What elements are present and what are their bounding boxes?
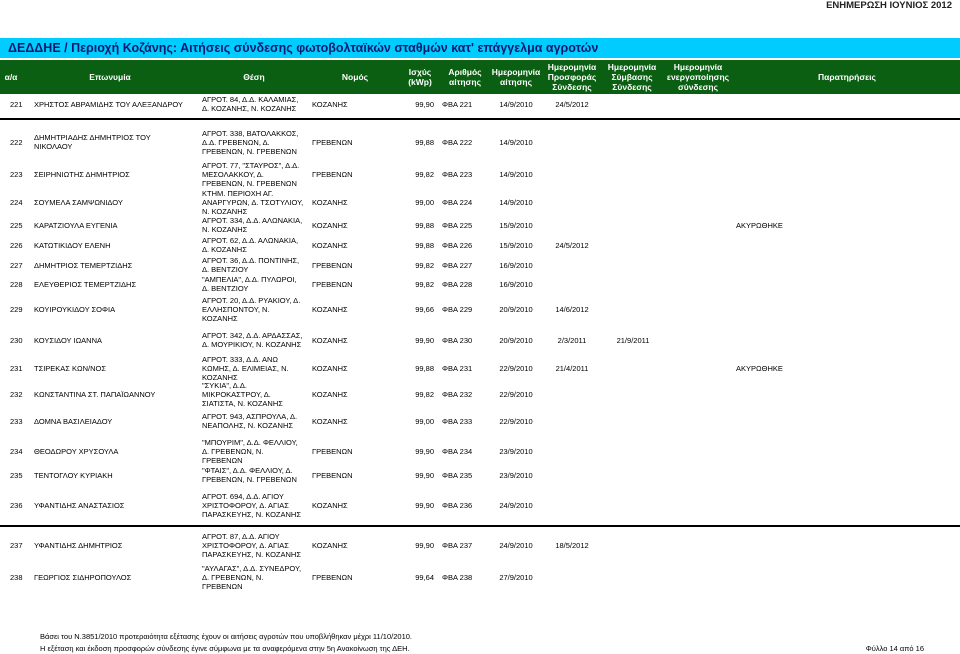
row-contract-date: 21/9/2011 xyxy=(616,336,650,345)
row-app-date: 14/9/2010 xyxy=(499,198,533,207)
row-app-date: 16/9/2010 xyxy=(499,280,533,289)
row-location: "ΣΥΚΙΑ", Δ.Δ. ΜΙΚΡΟΚΑΣΤΡΟΥ, Δ. ΣΙΑΤΙΣΤΑ, Ν. ΚΟΖΑΝΗΣ xyxy=(202,381,283,408)
row-location: ΑΓΡΟΤ. 334, Δ.Δ. ΑΛΩΝΑΚΙΑ, Ν. ΚΟΖΑΝΗΣ xyxy=(202,216,303,234)
row-power: 99,82 xyxy=(415,170,434,179)
footer-note-2: Η εξέταση και έκδοση προσφορών σύνδεσης έγινε σύμφωνα με τα αναφερόμενα στην 5η Ανακοίνωση της ΔΕΗ. xyxy=(40,644,410,653)
row-aa: 233 xyxy=(10,417,23,426)
row-power: 99,00 xyxy=(415,417,434,426)
row-offer-date: 2/3/2011 xyxy=(557,336,587,345)
row-app-no: ΦΒΑ 230 xyxy=(442,336,473,345)
row-notes: ΑΚΥΡΩΘΗΚΕ xyxy=(736,221,783,230)
row-power: 99,90 xyxy=(415,541,434,550)
row-app-no: ΦΒΑ 222 xyxy=(442,138,473,147)
row-power: 99,90 xyxy=(415,100,434,109)
row-location: ΑΓΡΟΤ. 694, Δ.Δ. ΑΓΙΟΥ ΧΡΙΣΤΟΦΟΡΟΥ, Δ. ΑΓΙΑΣ ΠΑΡΑΣΚΕΥΗΣ, Ν. ΚΟΖΑΝΗΣ xyxy=(202,492,301,519)
row-prefecture: ΓΡΕΒΕΝΩΝ xyxy=(312,573,353,582)
row-offer-date: 18/5/2012 xyxy=(555,541,589,550)
row-power: 99,82 xyxy=(415,390,434,399)
row-power: 99,90 xyxy=(415,336,434,345)
row-aa: 235 xyxy=(10,471,23,480)
col-notes: Παρατηρήσεις xyxy=(818,72,876,82)
row-location: "ΜΠΟΥΡΙΜ", Δ.Δ. ΦΕΛΛΙΟΥ, Δ. ΓΡΕΒΕΝΩΝ, Ν. ΓΡΕΒΕΝΩΝ xyxy=(202,438,298,465)
row-prefecture: ΚΟΖΑΝΗΣ xyxy=(312,364,348,373)
row-power: 99,82 xyxy=(415,261,434,270)
col-aa: α/α xyxy=(4,72,18,82)
row-power: 99,90 xyxy=(415,471,434,480)
row-power: 99,88 xyxy=(415,221,434,230)
row-aa: 224 xyxy=(10,198,23,207)
row-aa: 232 xyxy=(10,390,23,399)
row-power: 99,88 xyxy=(415,138,434,147)
row-power: 99,64 xyxy=(415,573,434,582)
row-power: 99,88 xyxy=(415,364,434,373)
row-aa: 221 xyxy=(10,100,23,109)
row-offer-date: 21/4/2011 xyxy=(555,364,589,373)
row-aa: 228 xyxy=(10,280,23,289)
row-app-no: ΦΒΑ 231 xyxy=(442,364,473,373)
row-app-date: 24/9/2010 xyxy=(499,501,533,510)
row-prefecture: ΚΟΖΑΝΗΣ xyxy=(312,417,348,426)
row-company: ΚΑΤΩΤΙΚΙΔΟΥ ΕΛΕΝΗ xyxy=(34,241,111,250)
row-app-date: 23/9/2010 xyxy=(499,471,533,480)
row-prefecture: ΚΟΖΑΝΗΣ xyxy=(312,390,348,399)
row-location: ΑΓΡΟΤ. 342, Δ.Δ. ΑΡΔΑΣΣΑΣ, Δ. ΜΟΥΡΙΚΙΟΥ, Ν. ΚΟΖΑΝΗΣ xyxy=(202,331,303,349)
row-app-date: 22/9/2010 xyxy=(499,390,533,399)
row-app-no: ΦΒΑ 227 xyxy=(442,261,473,270)
row-location: ΑΓΡΟΤ. 62, Δ.Δ. ΑΛΩΝΑΚΙΑ, Δ. ΚΟΖΑΝΗΣ xyxy=(202,236,299,254)
row-app-date: 22/9/2010 xyxy=(499,364,533,373)
row-company: ΔΗΜΗΤΡΙΑΔΗΣ ΔΗΜΗΤΡΙΟΣ ΤΟΥ ΝΙΚΟΛΑΟΥ xyxy=(34,133,151,151)
col-location: Θέση xyxy=(243,72,265,82)
row-app-date: 16/9/2010 xyxy=(499,261,533,270)
row-aa: 227 xyxy=(10,261,23,270)
row-offer-date: 24/5/2012 xyxy=(555,100,589,109)
row-prefecture: ΚΟΖΑΝΗΣ xyxy=(312,305,348,314)
row-location: "ΑΥΛΑΓΑΣ", Δ.Δ. ΣΥΝΕΔΡΟΥ, Δ. ΓΡΕΒΕΝΩΝ, Ν. ΓΡΕΒΕΝΩΝ xyxy=(202,564,302,591)
row-aa: 237 xyxy=(10,541,23,550)
page-title: ΔΕΔΔΗΕ / Περιοχή Κοζάνης: Αιτήσεις σύνδεσης φωτοβολταϊκών σταθμών κατ' επάγγελμα αγροτών xyxy=(0,38,960,58)
row-prefecture: ΚΟΖΑΝΗΣ xyxy=(312,241,348,250)
row-prefecture: ΓΡΕΒΕΝΩΝ xyxy=(312,280,353,289)
row-location: ΑΓΡΟΤ. 943, ΑΣΠΡΟΥΛΑ, Δ. ΝΕΑΠΟΛΗΣ, Ν. ΚΟΖΑΝΗΣ xyxy=(202,412,298,430)
row-company: ΧΡΗΣΤΟΣ ΑΒΡΑΜΙΔΗΣ ΤΟΥ ΑΛΕΞΑΝΔΡΟΥ xyxy=(34,100,183,109)
row-notes: ΑΚΥΡΩΘΗΚΕ xyxy=(736,364,783,373)
row-company: ΕΛΕΥΘΕΡΙΟΣ ΤΕΜΕΡΤΖΙΔΗΣ xyxy=(34,280,137,289)
row-company: ΤΣΙΡΕΚΑΣ ΚΩΝ/ΝΟΣ xyxy=(34,364,107,373)
row-power: 99,66 xyxy=(415,305,434,314)
row-location: ΑΓΡΟΤ. 338, ΒΑΤΟΛΑΚΚΟΣ, Δ.Δ. ΓΡΕΒΕΝΩΝ, Δ. ΓΡΕΒΕΝΩΝ, Ν. ΓΡΕΒΕΝΩΝ xyxy=(202,129,299,156)
row-location: ΑΓΡΟΤ. 20, Δ.Δ. ΡΥΑΚΙΟΥ, Δ. ΕΛΛΗΣΠΟΝΤΟΥ, Ν. ΚΟΖΑΝΗΣ xyxy=(202,296,301,323)
row-app-no: ΦΒΑ 232 xyxy=(442,390,473,399)
row-app-date: 14/9/2010 xyxy=(499,170,533,179)
row-prefecture: ΚΟΖΑΝΗΣ xyxy=(312,221,348,230)
row-location: "ΦΤΑΙΣ", Δ.Δ. ΦΕΛΛΙΟΥ, Δ. ΓΡΕΒΕΝΩΝ, Ν. ΓΡΕΒΕΝΩΝ xyxy=(202,466,297,484)
row-app-date: 24/9/2010 xyxy=(499,541,533,550)
row-app-no: ΦΒΑ 225 xyxy=(442,221,473,230)
row-aa: 222 xyxy=(10,138,23,147)
row-company: ΚΟΥΙΡΟΥΚΙΔΟΥ ΣΟΦΙΑ xyxy=(34,305,116,314)
row-app-no: ΦΒΑ 228 xyxy=(442,280,473,289)
col-contract-date: Ημερομηνία Σύμβασης Σύνδεσης xyxy=(607,62,657,92)
row-power: 99,88 xyxy=(415,241,434,250)
row-prefecture: ΓΡΕΒΕΝΩΝ xyxy=(312,447,353,456)
col-offer-date: Ημερομηνία Προσφοράς Σύνδεσης xyxy=(547,62,597,92)
row-app-no: ΦΒΑ 233 xyxy=(442,417,473,426)
row-separator xyxy=(0,118,960,120)
row-app-no: ΦΒΑ 224 xyxy=(442,198,473,207)
row-company: ΥΦΑΝΤΙΔΗΣ ΔΗΜΗΤΡΙΟΣ xyxy=(34,541,123,550)
row-app-date: 14/9/2010 xyxy=(499,138,533,147)
footer-note-1: Βάσει του Ν.3851/2010 προτεραιότητα εξέτασης έχουν οι αιτήσεις αγροτών που υποβλήθηκαν μέχρι 11/10/2010. xyxy=(40,632,412,641)
row-company: ΔΗΜΗΤΡΙΟΣ ΤΕΜΕΡΤΖΙΔΗΣ xyxy=(34,261,133,270)
row-prefecture: ΚΟΖΑΝΗΣ xyxy=(312,336,348,345)
row-location: ΑΓΡΟΤ. 87, Δ.Δ. ΑΓΙΟΥ ΧΡΙΣΤΟΦΟΡΟΥ, Δ. ΑΓΙΑΣ ΠΑΡΑΣΚΕΥΗΣ, Ν. ΚΟΖΑΝΗΣ xyxy=(202,532,301,559)
row-app-date: 14/9/2010 xyxy=(499,100,533,109)
row-aa: 225 xyxy=(10,221,23,230)
row-app-date: 27/9/2010 xyxy=(499,573,533,582)
row-aa: 229 xyxy=(10,305,23,314)
row-prefecture: ΓΡΕΒΕΝΩΝ xyxy=(312,261,353,270)
row-power: 99,82 xyxy=(415,280,434,289)
row-app-no: ΦΒΑ 226 xyxy=(442,241,473,250)
row-company: ΣΟΥΜΕΛΑ ΣΑΜΨΩΝΙΔΟΥ xyxy=(34,198,123,207)
row-separator xyxy=(0,525,960,527)
row-aa: 226 xyxy=(10,241,23,250)
row-company: ΥΦΑΝΤΙΔΗΣ ΑΝΑΣΤΑΣΙΟΣ xyxy=(34,501,125,510)
row-company: ΚΑΡΑΤΖΙΟΥΛΑ ΕΥΓΕΝΙΑ xyxy=(34,221,118,230)
row-company: ΤΕΝΤΟΓΛΟΥ ΚΥΡΙΑΚΗ xyxy=(34,471,113,480)
row-prefecture: ΚΟΖΑΝΗΣ xyxy=(312,501,348,510)
row-location: ΑΓΡΟΤ. 84, Δ.Δ. ΚΑΛΑΜΙΑΣ, Δ. ΚΟΖΑΝΗΣ, Ν. ΚΟΖΑΝΗΣ xyxy=(202,95,299,113)
row-app-no: ΦΒΑ 237 xyxy=(442,541,473,550)
row-location: ΚΤΗΜ. ΠΕΡΙΟΧΗ ΑΓ. ΑΝΑΡΓΥΡΩΝ, Δ. ΤΣΟΤΥΛΙΟΥ, Ν. ΚΟΖΑΝΗΣ xyxy=(202,189,304,216)
row-app-no: ΦΒΑ 223 xyxy=(442,170,473,179)
row-app-date: 23/9/2010 xyxy=(499,447,533,456)
table-header xyxy=(0,60,960,94)
row-power: 99,90 xyxy=(415,447,434,456)
row-prefecture: ΓΡΕΒΕΝΩΝ xyxy=(312,471,353,480)
page-number: Φύλλο 14 από 16 xyxy=(865,644,924,653)
row-app-no: ΦΒΑ 238 xyxy=(442,573,473,582)
row-prefecture: ΓΡΕΒΕΝΩΝ xyxy=(312,170,353,179)
update-label: ΕΝΗΜΕΡΩΣΗ ΙΟΥΝΙΟΣ 2012 xyxy=(826,0,952,11)
row-company: ΣΕΙΡΗΝΙΩΤΗΣ ΔΗΜΗΤΡΙΟΣ xyxy=(34,170,130,179)
row-power: 99,90 xyxy=(415,501,434,510)
row-app-no: ΦΒΑ 235 xyxy=(442,471,473,480)
row-app-no: ΦΒΑ 236 xyxy=(442,501,473,510)
row-aa: 231 xyxy=(10,364,23,373)
row-aa: 230 xyxy=(10,336,23,345)
row-company: ΔΟΜΝΑ ΒΑΣΙΛΕΙΑΔΟΥ xyxy=(34,417,113,426)
row-company: ΘΕΟΔΩΡΟΥ ΧΡΥΣΟΥΛΑ xyxy=(34,447,119,456)
row-app-no: ΦΒΑ 229 xyxy=(442,305,473,314)
row-app-date: 15/9/2010 xyxy=(499,221,533,230)
row-power: 99,00 xyxy=(415,198,434,207)
row-company: ΓΕΩΡΓΙΟΣ ΣΙΔΗΡΟΠΟΥΛΟΣ xyxy=(34,573,132,582)
col-company: Επωνυμία xyxy=(89,72,131,82)
row-offer-date: 14/6/2012 xyxy=(555,305,589,314)
row-app-date: 15/9/2010 xyxy=(499,241,533,250)
col-prefecture: Νομός xyxy=(341,72,369,82)
row-aa: 234 xyxy=(10,447,23,456)
row-app-date: 20/9/2010 xyxy=(499,336,533,345)
row-app-no: ΦΒΑ 234 xyxy=(442,447,473,456)
col-app-no: Αριθμός αίτησης xyxy=(448,67,482,87)
row-app-date: 22/9/2010 xyxy=(499,417,533,426)
row-offer-date: 24/5/2012 xyxy=(555,241,589,250)
row-prefecture: ΚΟΖΑΝΗΣ xyxy=(312,100,348,109)
row-company: ΚΩΝΣΤΑΝΤΙΝΑ ΣΤ. ΠΑΠΑΪΩΑΝΝΟΥ xyxy=(34,390,156,399)
row-prefecture: ΚΟΖΑΝΗΣ xyxy=(312,541,348,550)
row-aa: 238 xyxy=(10,573,23,582)
col-activation-date: Ημερομηνία ενεργοποίησης σύνδεσης xyxy=(666,62,730,92)
row-company: ΚΟΥΣΙΔΟΥ ΙΩΑΝΝΑ xyxy=(34,336,103,345)
row-app-no: ΦΒΑ 221 xyxy=(442,100,473,109)
row-location: "ΑΜΠΕΛΙΑ", Δ.Δ. ΠΥΛΩΡΟΙ, Δ. ΒΕΝΤΖΙΟΥ xyxy=(202,275,297,293)
col-app-date: Ημερομηνία αίτησης xyxy=(491,67,541,87)
row-prefecture: ΓΡΕΒΕΝΩΝ xyxy=(312,138,353,147)
row-location: ΑΓΡΟΤ. 36, Δ.Δ. ΠΟΝΤΙΝΗΣ, Δ. ΒΕΝΤΖΙΟΥ xyxy=(202,256,300,274)
row-aa: 236 xyxy=(10,501,23,510)
row-location: ΑΓΡΟΤ. 77, "ΣΤΑΥΡΟΣ", Δ.Δ. ΜΕΣΟΛΑΚΚΟΥ, Δ. ΓΡΕΒΕΝΩΝ, Ν. ΓΡΕΒΕΝΩΝ xyxy=(202,161,300,188)
row-aa: 223 xyxy=(10,170,23,179)
row-prefecture: ΚΟΖΑΝΗΣ xyxy=(312,198,348,207)
row-app-date: 20/9/2010 xyxy=(499,305,533,314)
col-power: Ισχύς (kWp) xyxy=(408,67,432,87)
row-location: ΑΓΡΟΤ. 333, Δ.Δ. ΑΝΩ ΚΩΜΗΣ, Δ. ΕΛΙΜΕΙΑΣ, Ν. ΚΟΖΑΝΗΣ xyxy=(202,355,289,382)
